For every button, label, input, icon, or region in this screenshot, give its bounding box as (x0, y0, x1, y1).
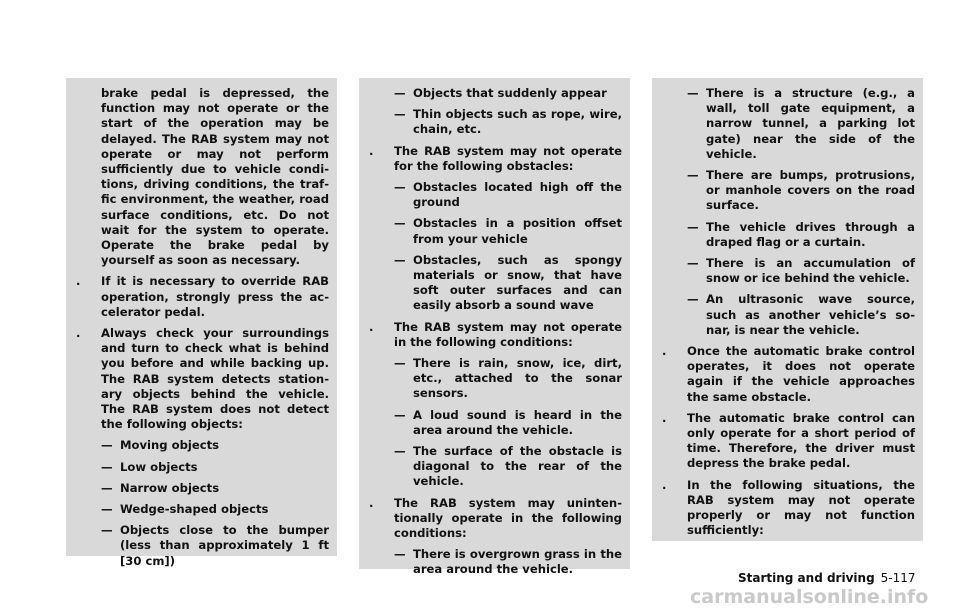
dash-mark: — (394, 216, 406, 231)
sub-item (369, 444, 622, 490)
sub-item (369, 180, 622, 210)
dash-mark: — (687, 292, 699, 307)
sub-text: There is a structure (e.g., a wall, toll gate equipment, a narrow tunnel, a parking lot gate) near the side of the vehicle. (706, 86, 915, 161)
dash-mark: — (394, 86, 406, 100)
sub-text: Moving objects (120, 438, 220, 453)
bullet-text: If it is necessary to override RAB operation, strongly press the accelerator pedal. (101, 274, 329, 319)
sub-item (369, 86, 622, 101)
bullet-text: The RAB system may unintentionally operate in the following conditions: (394, 495, 622, 541)
sub-item (76, 523, 329, 569)
bullet-text: The automatic brake control can only operate for a short period of time. Therefore, the driver must depress the brake pedal. (687, 410, 915, 471)
bullet-mark: . (369, 319, 374, 334)
dash-mark: — (394, 252, 406, 267)
sub-text: Narrow objects (120, 480, 220, 495)
sub-text: Low objects (120, 459, 198, 474)
sub-item (662, 220, 915, 250)
sub-text: An ultrasonic wave source, such as another vehicle’s sonar, is near the vehicle. (706, 292, 915, 337)
bullet-item (76, 274, 329, 320)
bullet-item (76, 326, 329, 432)
dash-mark: — (101, 480, 113, 495)
dash-mark: — (394, 107, 406, 122)
sub-item (76, 460, 329, 475)
text-column-3 (652, 78, 923, 541)
sub-item (369, 356, 622, 402)
bullet-item (369, 144, 622, 174)
sub-text: There are bumps, protrusions, or manhole covers on the road surface. (706, 168, 915, 213)
bullet-text: The RAB system may not operate in the following conditions: (394, 319, 622, 349)
sub-item (369, 408, 622, 438)
dash-mark: — (101, 523, 113, 538)
dash-mark: — (394, 180, 406, 195)
bullet-text: Always check your surroundings and turn to check what is behind you before and while backing up. The RAB system detects stationary objects behind the vehicle. The RAB system does not detect the following objects: (101, 326, 329, 432)
sub-item (76, 438, 329, 453)
sub-item (369, 216, 622, 246)
sub-text: A loud sound is heard in the area around the vehicle. (413, 407, 622, 437)
text-column-2 (359, 78, 630, 577)
bullet-item (662, 411, 915, 472)
paragraph-continuation: brake pedal is depressed, the function may not operate or the start of the operation may be delayed. The RAB system may not operate or may not perform sufficiently due to vehicle conditions, driving conditions, the traffic environment, the weather, road surface conditions, etc. Do not wait for the system to operate. Operate the brake pedal by yourself as soon as necessary. (101, 86, 329, 268)
dash-mark: — (394, 444, 406, 459)
page-number: 5-117 (880, 571, 916, 585)
sub-text: Obstacles, such as spongy materials or snow, that have soft outer surfaces and can easily absorb a sound wave (413, 252, 622, 313)
bullet-mark: . (369, 495, 374, 510)
bullet-mark: . (76, 326, 81, 341)
sub-item (662, 256, 915, 286)
sub-text: There is rain, snow, ice, dirt, etc., attached to the sonar sensors. (413, 356, 622, 401)
sub-item (662, 292, 915, 338)
bullet-mark: . (662, 344, 667, 359)
dash-mark: — (394, 356, 406, 371)
dash-mark: — (687, 168, 699, 183)
dash-mark: — (101, 459, 113, 474)
bullet-text: The RAB system may not operate for the following obstacles: (394, 143, 622, 173)
sub-text: Wedge-shaped objects (120, 502, 269, 517)
section-title: Starting and driving (738, 571, 875, 585)
sub-text: Objects close to the bumper (less than approximately 1 ft [30 cm]) (120, 523, 329, 568)
sub-item (76, 502, 329, 517)
bullet-mark: . (662, 410, 667, 425)
bullet-text: Once the automatic brake control operates, it does not operate again if the vehicle approaches the same obstacle. (687, 344, 915, 404)
sub-text: Thin objects such as rope, wire, chain, etc. (413, 107, 622, 137)
dash-mark: — (687, 219, 699, 234)
text-column-1 (66, 78, 337, 568)
bullet-item (662, 478, 915, 539)
sub-item (369, 547, 622, 577)
bullet-item (369, 496, 622, 542)
bullet-item (662, 344, 915, 405)
sub-item (369, 253, 622, 314)
page-footer (738, 571, 916, 585)
bullet-mark: . (369, 143, 374, 158)
dash-mark: — (101, 502, 113, 517)
sub-text: There is an accumulation of snow or ice behind the vehicle. (706, 256, 915, 286)
sub-text: The vehicle drives through a draped flag or a curtain. (706, 219, 915, 249)
dash-mark: — (101, 438, 113, 453)
dash-mark: — (687, 86, 699, 100)
dash-mark: — (394, 547, 406, 562)
dash-mark: — (394, 407, 406, 422)
sub-item (369, 107, 622, 137)
bullet-text: In the following situations, the RAB system may not operate properly or may not function sufficiently: (687, 477, 915, 538)
sub-text: The surface of the obstacle is diagonal to the rear of the vehicle. (413, 444, 622, 489)
sub-item (76, 481, 329, 496)
sub-item (662, 86, 915, 162)
sub-text: Obstacles located high off the ground (413, 180, 622, 210)
sub-text: Obstacles in a position offset from your vehicle (413, 216, 622, 246)
sub-text: There is overgrown grass in the area around the vehicle. (413, 547, 622, 577)
bullet-mark: . (76, 274, 81, 289)
bullet-mark: . (662, 477, 667, 492)
sub-text: Objects that suddenly appear (413, 86, 607, 100)
dash-mark: — (687, 256, 699, 271)
sub-item (662, 168, 915, 214)
bullet-item (369, 320, 622, 350)
site-watermark: carmanualsonline.info (690, 586, 929, 608)
